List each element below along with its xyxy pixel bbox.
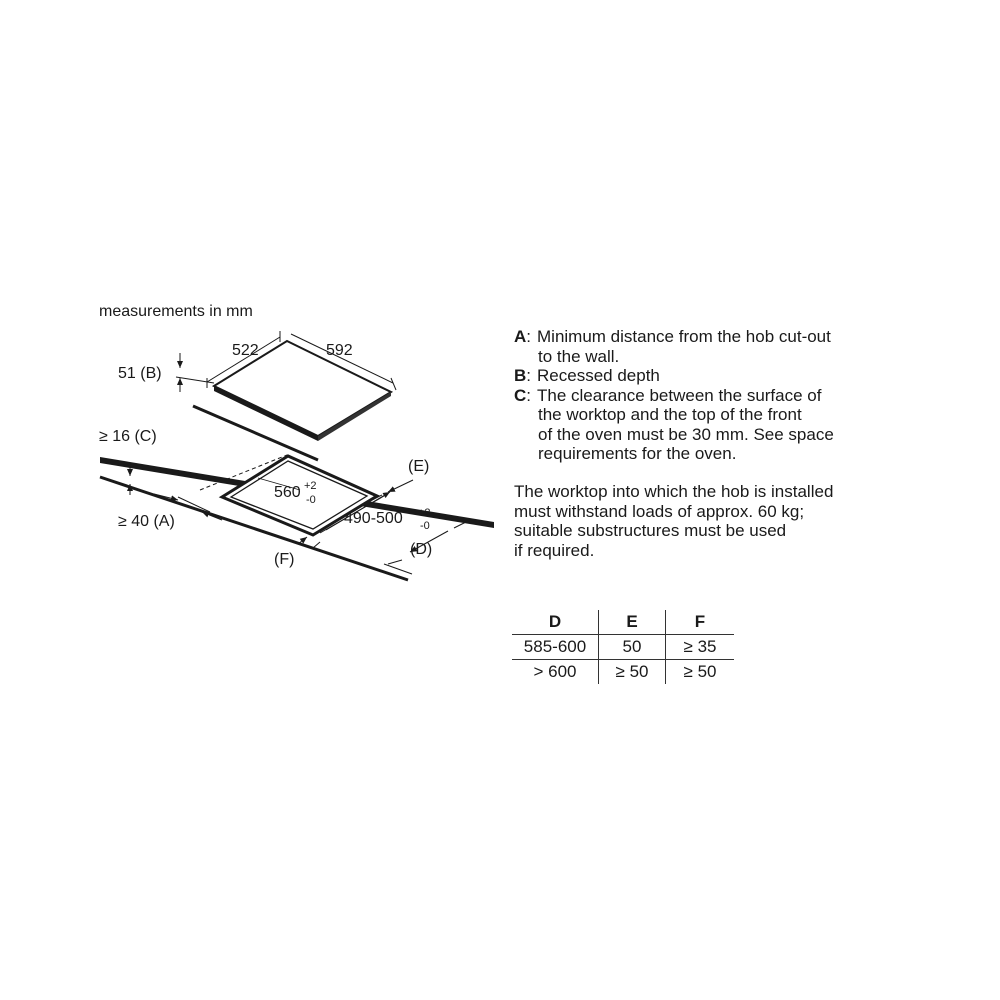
cutout-depth-label (344, 510, 403, 527)
cutout-depth-tol-plus: +2 (418, 507, 431, 519)
legend-item-b (514, 366, 914, 386)
e-dimension (372, 480, 413, 500)
legend (514, 327, 914, 464)
note-line: The worktop into which the hob is installed (514, 482, 834, 501)
table-header: F (666, 610, 735, 635)
units-caption: measurements in mm (99, 303, 253, 320)
table-header-row (512, 610, 734, 635)
table-header: D (512, 610, 599, 635)
cutout-width-label (274, 484, 301, 501)
legend-separator: : (526, 385, 532, 405)
legend-key: C (514, 385, 527, 405)
table-header: E (599, 610, 666, 635)
note-line: if required. (514, 540, 595, 560)
note-line: must withstand loads of approx. 60 kg; (514, 501, 805, 521)
legend-separator: : (526, 327, 532, 346)
legend-text: Minimum distance from the hob cut-out (537, 327, 831, 346)
legend-key: B (514, 366, 527, 385)
table-cell: ≥ 35 (666, 635, 735, 660)
recessed-depth-label: 51 (B) (118, 365, 162, 382)
clearance-c-label: ≥ 16 (C) (99, 428, 157, 445)
f-label: (F) (274, 551, 295, 568)
legend-text: The clearance between the surface of (537, 385, 822, 405)
recessed-depth-dimension (176, 353, 214, 392)
legend-text: requirements for the oven. (538, 444, 737, 463)
table-row (512, 635, 734, 660)
cutout-width-tol-plus: +2 (304, 480, 317, 492)
table-cell: 50 (599, 635, 666, 660)
legend-text: to the wall. (538, 346, 620, 366)
table-cell: ≥ 50 (599, 660, 666, 685)
legend-item-c (514, 386, 914, 406)
table-cell: 585-600 (512, 635, 599, 660)
cutout-depth-value: 490-500 (344, 510, 403, 527)
legend-text: Recessed depth (537, 366, 660, 385)
cutout-width-value: 560 (274, 484, 301, 501)
table-cell: ≥ 50 (666, 660, 735, 685)
e-label: (E) (408, 458, 430, 475)
legend-text: of the oven must be 30 mm. See space (538, 424, 834, 444)
cutout-width-tol-minus: -0 (306, 494, 316, 506)
legend-key: A (514, 327, 527, 346)
hob-width-label: 522 (232, 342, 259, 359)
legend-separator: : (526, 366, 532, 385)
legend-text: the worktop and the top of the front (538, 405, 802, 424)
table-row (512, 660, 734, 685)
table-cell: > 600 (533, 662, 577, 681)
hob-depth-label: 592 (326, 342, 353, 359)
load-note (514, 482, 914, 560)
dimensions-table (512, 610, 734, 684)
legend-item-a (514, 327, 914, 347)
cutout-depth-tol-minus: -0 (420, 520, 430, 532)
note-line: suitable substructures must be used (514, 521, 787, 540)
a-label: ≥ 40 (A) (118, 513, 175, 530)
d-label: (D) (410, 541, 433, 558)
